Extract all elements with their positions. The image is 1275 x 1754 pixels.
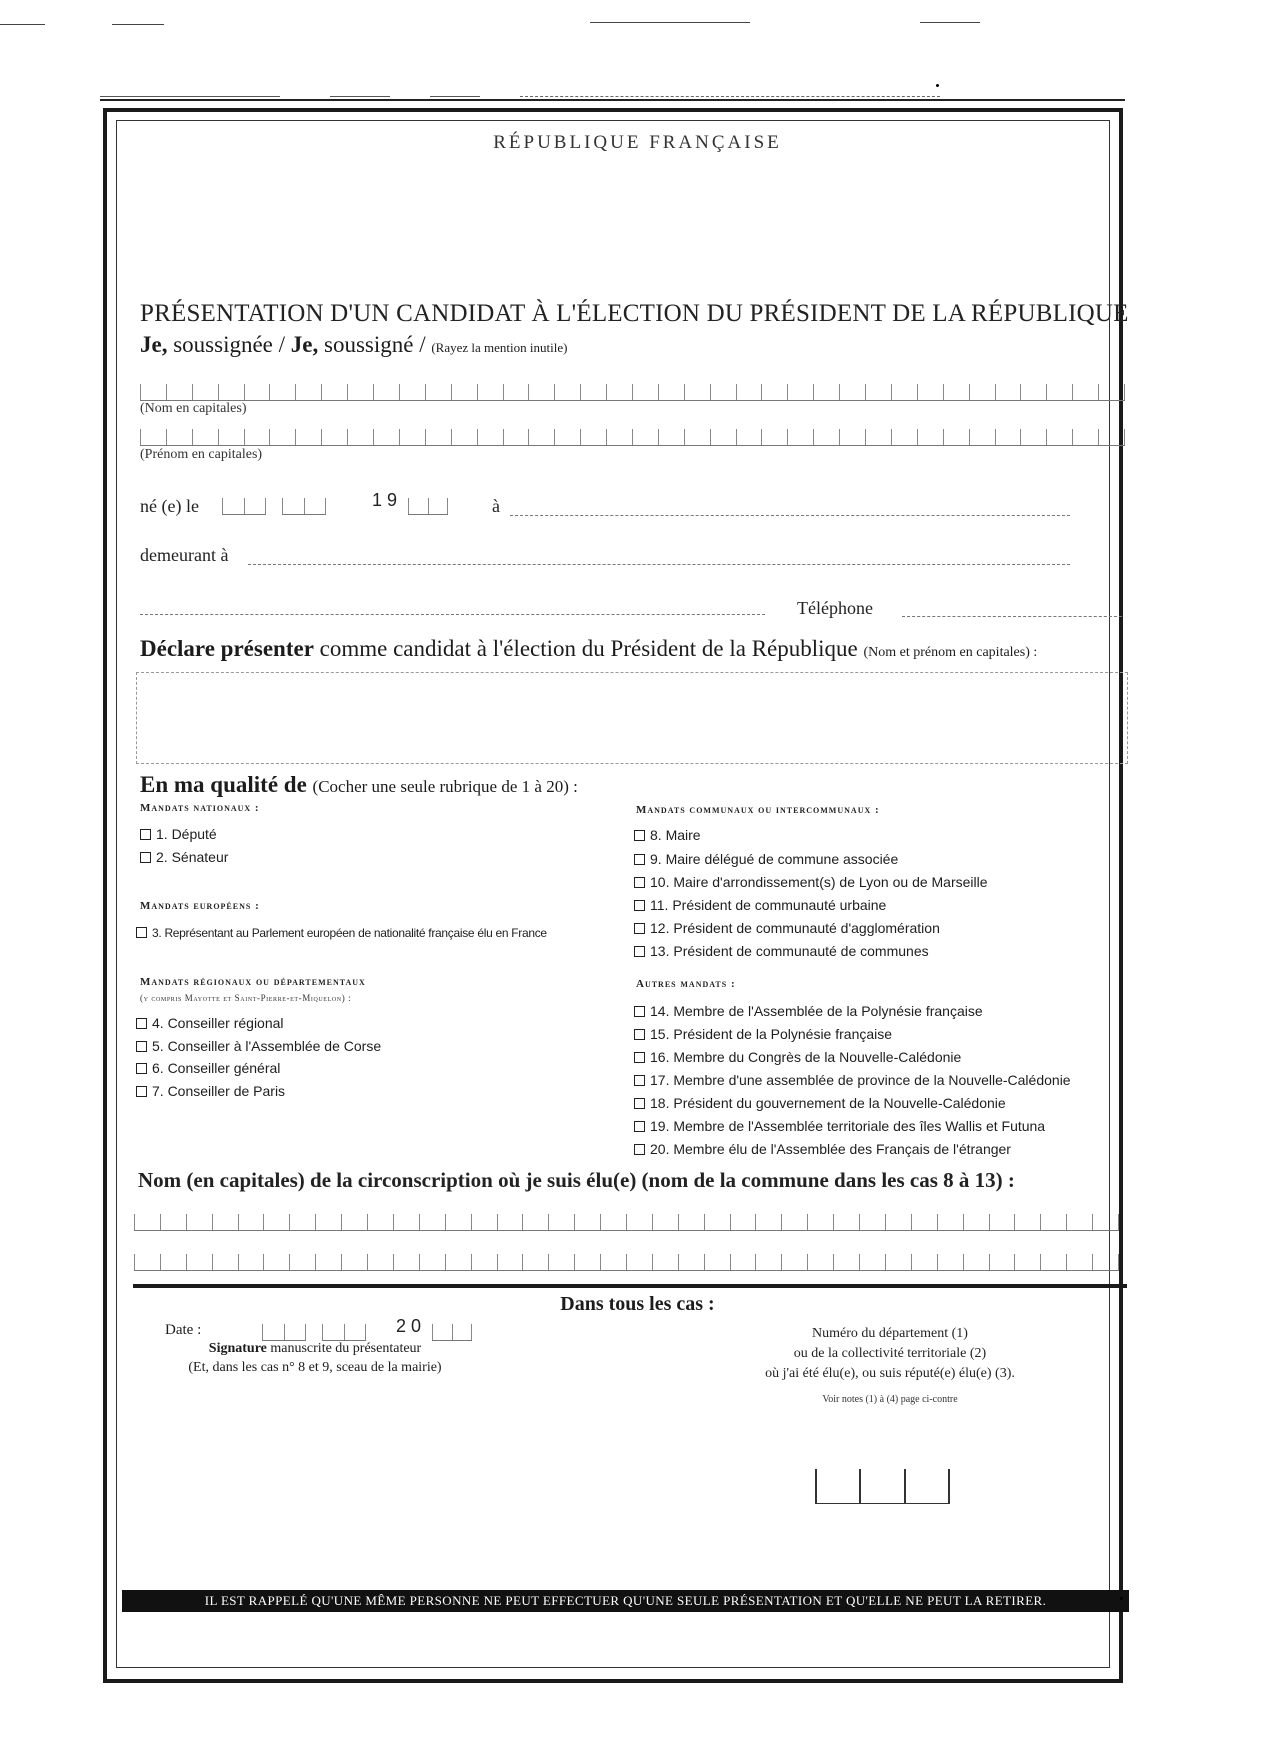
box-tick bbox=[325, 498, 326, 514]
box-tick bbox=[160, 1254, 161, 1270]
demeurant-label: demeurant à bbox=[140, 545, 229, 565]
box-tick bbox=[315, 1254, 316, 1270]
box-tick bbox=[710, 384, 711, 400]
box-tick bbox=[1020, 429, 1021, 445]
checkbox[interactable] bbox=[140, 852, 151, 863]
box-tick bbox=[755, 1254, 756, 1270]
section-communaux: Mandats communaux ou intercommunaux : bbox=[636, 804, 880, 816]
mandat-1[interactable]: 1. Député bbox=[140, 826, 217, 842]
mandat-14[interactable]: 14. Membre de l'Assemblée de la Polynésie française bbox=[634, 1003, 983, 1019]
date-year-prefix: 2 0 bbox=[396, 1316, 422, 1336]
box-tick bbox=[807, 1254, 808, 1270]
box-tick bbox=[284, 1324, 285, 1340]
ne-le-label: né (e) le bbox=[140, 496, 199, 516]
box-tick bbox=[781, 1254, 782, 1270]
box-tick bbox=[160, 1214, 161, 1230]
box-tick bbox=[658, 429, 659, 445]
box-tick bbox=[419, 1254, 420, 1270]
je-feminine: Je, bbox=[140, 332, 168, 357]
box-tick bbox=[1072, 429, 1073, 445]
checkbox[interactable] bbox=[136, 1041, 147, 1052]
box-tick bbox=[580, 384, 581, 400]
je-masculine: Je, bbox=[290, 332, 319, 357]
box-tick bbox=[989, 1214, 990, 1230]
box-tick bbox=[937, 1214, 938, 1230]
box-tick bbox=[891, 429, 892, 445]
box-tick bbox=[212, 1214, 213, 1230]
mandat-2[interactable]: 2. Sénateur bbox=[140, 849, 228, 865]
box-tick bbox=[730, 1254, 731, 1270]
scan-artifact bbox=[590, 22, 750, 23]
box-tick bbox=[471, 1254, 472, 1270]
box-tick bbox=[289, 1214, 290, 1230]
box-tick bbox=[554, 429, 555, 445]
box-tick bbox=[833, 1254, 834, 1270]
box-tick bbox=[503, 429, 504, 445]
box-tick bbox=[652, 1214, 653, 1230]
box-tick bbox=[736, 429, 737, 445]
box-tick bbox=[600, 1254, 601, 1270]
box-tick bbox=[244, 498, 245, 514]
a-label: à bbox=[492, 496, 500, 516]
box-tick bbox=[684, 384, 685, 400]
box-tick bbox=[704, 1254, 705, 1270]
box-tick bbox=[238, 1254, 239, 1270]
signature-line-2: (Et, dans les cas n° 8 et 9, sceau de la mairie) bbox=[188, 1360, 442, 1375]
date-day-boxes[interactable] bbox=[262, 1318, 306, 1341]
checkbox[interactable] bbox=[634, 923, 645, 934]
birth-month-boxes[interactable] bbox=[282, 492, 326, 515]
telephone-label: Téléphone bbox=[797, 598, 873, 618]
checkbox[interactable] bbox=[634, 1121, 645, 1132]
box-tick bbox=[943, 384, 944, 400]
address-field-1[interactable] bbox=[248, 563, 1070, 565]
box-tick bbox=[477, 429, 478, 445]
box-tick bbox=[447, 498, 448, 514]
mandat-3[interactable]: 3. Représentant au Parlement européen de nationalité française élu en France bbox=[136, 926, 547, 940]
box-tick bbox=[813, 429, 814, 445]
address-field-2[interactable] bbox=[140, 613, 765, 615]
box-tick bbox=[445, 1214, 446, 1230]
box-tick bbox=[365, 1324, 366, 1340]
scan-speck bbox=[1120, 1597, 1123, 1600]
box-tick bbox=[839, 384, 840, 400]
box-tick bbox=[885, 1254, 886, 1270]
mandat-16[interactable]: 16. Membre du Congrès de la Nouvelle-Calédonie bbox=[634, 1049, 961, 1065]
date-year-boxes[interactable] bbox=[432, 1318, 472, 1341]
box-tick bbox=[186, 1254, 187, 1270]
box-tick bbox=[1066, 1214, 1067, 1230]
box-tick bbox=[865, 384, 866, 400]
checkbox[interactable] bbox=[634, 854, 645, 865]
box-tick bbox=[1040, 1214, 1041, 1230]
mandat-18[interactable]: 18. Président du gouvernement de la Nouvelle-Calédonie bbox=[634, 1095, 1006, 1111]
voir-notes: Voir notes (1) à (4) page ci-contre bbox=[822, 1394, 958, 1405]
box-tick bbox=[684, 429, 685, 445]
box-tick bbox=[425, 384, 426, 400]
box-tick bbox=[344, 1324, 345, 1340]
box-tick bbox=[192, 384, 193, 400]
box-tick bbox=[497, 1254, 498, 1270]
box-tick bbox=[948, 1469, 950, 1503]
soussignee-text: soussignée / bbox=[173, 332, 286, 357]
box-tick bbox=[891, 384, 892, 400]
box-tick bbox=[937, 1254, 938, 1270]
scan-artifact bbox=[330, 96, 390, 97]
box-tick bbox=[218, 384, 219, 400]
box-tick bbox=[1046, 429, 1047, 445]
box-tick bbox=[1118, 1254, 1119, 1270]
box-tick bbox=[1098, 384, 1099, 400]
box-tick bbox=[432, 1324, 433, 1340]
box-tick bbox=[212, 1254, 213, 1270]
box-tick bbox=[295, 429, 296, 445]
box-tick bbox=[839, 429, 840, 445]
declare-line bbox=[140, 636, 1037, 662]
box-tick bbox=[192, 429, 193, 445]
section-divider bbox=[133, 1284, 1127, 1288]
box-tick bbox=[678, 1254, 679, 1270]
departement-line-1: Numéro du département (1) bbox=[812, 1326, 968, 1341]
mandat-12[interactable]: 12. Président de communauté d'agglomération bbox=[634, 920, 940, 936]
box-tick bbox=[548, 1214, 549, 1230]
box-tick bbox=[859, 1214, 860, 1230]
box-tick bbox=[580, 429, 581, 445]
departement-number-boxes[interactable] bbox=[815, 1453, 950, 1504]
box-tick bbox=[367, 1254, 368, 1270]
box-tick bbox=[341, 1254, 342, 1270]
scan-artifact bbox=[430, 96, 480, 97]
mandat-10[interactable]: 10. Maire d'arrondissement(s) de Lyon ou de Marseille bbox=[634, 874, 988, 890]
mandat-20[interactable]: 20. Membre élu de l'Assemblée des Français de l'étranger bbox=[634, 1141, 1011, 1157]
mandat-11[interactable]: 11. Président de communauté urbaine bbox=[634, 897, 886, 913]
box-tick bbox=[1046, 384, 1047, 400]
box-tick bbox=[632, 429, 633, 445]
checkbox[interactable] bbox=[136, 927, 147, 938]
checkbox[interactable] bbox=[634, 830, 645, 841]
box-tick bbox=[428, 498, 429, 514]
box-tick bbox=[1098, 429, 1099, 445]
box-tick bbox=[451, 429, 452, 445]
birth-day-boxes[interactable] bbox=[222, 492, 266, 515]
republique-header: RÉPUBLIQUE FRANÇAISE bbox=[493, 132, 782, 153]
box-tick bbox=[347, 429, 348, 445]
scan-artifact bbox=[520, 96, 940, 98]
section-regionaux: Mandats régionaux ou départementaux bbox=[140, 976, 366, 988]
box-tick bbox=[140, 429, 141, 445]
prenom-label: (Prénom en capitales) bbox=[140, 447, 263, 462]
box-tick bbox=[781, 1214, 782, 1230]
box-tick bbox=[859, 1254, 860, 1270]
mandat-19[interactable]: 19. Membre de l'Assemblée territoriale des îles Wallis et Futuna bbox=[634, 1118, 1045, 1134]
box-tick bbox=[1014, 1214, 1015, 1230]
section-nationaux: Mandats nationaux : bbox=[140, 802, 260, 814]
date-month-boxes[interactable] bbox=[322, 1318, 366, 1341]
box-tick bbox=[134, 1254, 135, 1270]
checkbox[interactable] bbox=[634, 1052, 645, 1063]
box-tick bbox=[710, 429, 711, 445]
box-tick bbox=[969, 429, 970, 445]
box-tick bbox=[399, 429, 400, 445]
box-tick bbox=[452, 1324, 453, 1340]
box-tick bbox=[425, 429, 426, 445]
mandat-13[interactable]: 13. Président de communauté de communes bbox=[634, 943, 929, 959]
checkbox[interactable] bbox=[634, 1144, 645, 1155]
mandat-9[interactable]: 9. Maire délégué de commune associée bbox=[634, 851, 898, 867]
box-tick bbox=[554, 384, 555, 400]
box-tick bbox=[606, 429, 607, 445]
box-tick bbox=[263, 1254, 264, 1270]
box-tick bbox=[265, 498, 266, 514]
rayez-instruction: (Rayez la mention inutile) bbox=[431, 340, 568, 355]
box-tick bbox=[761, 384, 762, 400]
scan-artifact bbox=[920, 22, 980, 23]
dans-tous-les-cas: Dans tous les cas : bbox=[560, 1293, 715, 1315]
mandat-17[interactable]: 17. Membre d'une assemblée de province de la Nouvelle-Calédonie bbox=[634, 1072, 1071, 1088]
scan-artifact bbox=[112, 24, 164, 25]
declare-rest: comme candidat à l'élection du Président de la République bbox=[319, 636, 858, 661]
box-tick bbox=[244, 384, 245, 400]
box-tick bbox=[347, 384, 348, 400]
scan-speck bbox=[936, 84, 939, 87]
box-tick bbox=[736, 384, 737, 400]
birthplace-field[interactable] bbox=[510, 514, 1070, 516]
signature-bold: Signature bbox=[208, 1341, 267, 1356]
mandat-4[interactable]: 4. Conseiller régional bbox=[136, 1015, 284, 1031]
box-tick bbox=[399, 384, 400, 400]
box-tick bbox=[606, 384, 607, 400]
box-tick bbox=[528, 384, 529, 400]
box-tick bbox=[995, 429, 996, 445]
box-tick bbox=[859, 1469, 861, 1503]
birth-year-prefix: 1 9 bbox=[372, 490, 398, 510]
box-tick bbox=[917, 384, 918, 400]
box-tick bbox=[1014, 1254, 1015, 1270]
form-title: PRÉSENTATION D'UN CANDIDAT À L'ÉLECTION DU PRÉSIDENT DE LA RÉPUBLIQUE bbox=[140, 300, 1129, 327]
box-tick bbox=[522, 1214, 523, 1230]
box-tick bbox=[373, 384, 374, 400]
box-tick bbox=[963, 1214, 964, 1230]
top-rule bbox=[100, 99, 1125, 101]
box-tick bbox=[373, 429, 374, 445]
box-tick bbox=[262, 1324, 263, 1340]
box-tick bbox=[885, 1214, 886, 1230]
box-tick bbox=[341, 1214, 342, 1230]
declare-note: (Nom et prénom en capitales) : bbox=[863, 645, 1038, 660]
box-tick bbox=[1124, 429, 1125, 445]
nom-capitales-boxes[interactable] bbox=[140, 378, 1125, 401]
box-tick bbox=[704, 1214, 705, 1230]
box-tick bbox=[321, 429, 322, 445]
box-tick bbox=[186, 1214, 187, 1230]
departement-line-3: où j'ai été élu(e), ou suis réputé(e) élu(e) (3). bbox=[765, 1366, 1015, 1381]
checkbox[interactable] bbox=[634, 877, 645, 888]
birth-year-boxes[interactable] bbox=[408, 492, 448, 515]
box-tick bbox=[393, 1254, 394, 1270]
box-tick bbox=[134, 1214, 135, 1230]
checkbox[interactable] bbox=[634, 1098, 645, 1109]
box-tick bbox=[471, 1324, 472, 1340]
box-tick bbox=[833, 1214, 834, 1230]
section-regionaux-note: (y compris Mayotte et Saint-Pierre-et-Miquelon) : bbox=[140, 993, 352, 1003]
box-tick bbox=[1092, 1254, 1093, 1270]
circonscription-boxes-1[interactable] bbox=[134, 1208, 1119, 1231]
box-tick bbox=[367, 1214, 368, 1230]
circonscription-boxes-2[interactable] bbox=[134, 1248, 1119, 1271]
box-tick bbox=[295, 384, 296, 400]
signature-text: manuscrite du présentateur bbox=[270, 1341, 422, 1356]
box-tick bbox=[393, 1214, 394, 1230]
box-tick bbox=[166, 384, 167, 400]
box-tick bbox=[1118, 1214, 1119, 1230]
mandat-15[interactable]: 15. Président de la Polynésie française bbox=[634, 1026, 892, 1042]
box-tick bbox=[304, 498, 305, 514]
box-tick bbox=[807, 1214, 808, 1230]
telephone-field[interactable] bbox=[902, 615, 1122, 617]
box-tick bbox=[528, 429, 529, 445]
box-tick bbox=[282, 498, 283, 514]
checkbox[interactable] bbox=[634, 900, 645, 911]
box-tick bbox=[451, 384, 452, 400]
qualite-bold: En ma qualité de bbox=[140, 772, 307, 797]
section-europeens: Mandats européens : bbox=[140, 900, 260, 912]
box-tick bbox=[522, 1254, 523, 1270]
box-tick bbox=[289, 1254, 290, 1270]
checkbox[interactable] bbox=[634, 1029, 645, 1040]
qualite-line bbox=[140, 772, 578, 798]
box-tick bbox=[632, 384, 633, 400]
checkbox[interactable] bbox=[136, 1086, 147, 1097]
box-tick bbox=[269, 384, 270, 400]
box-tick bbox=[238, 1214, 239, 1230]
departement-line-2: ou de la collectivité territoriale (2) bbox=[793, 1346, 987, 1361]
date-label: Date : bbox=[165, 1322, 202, 1338]
signature-line-1 bbox=[0, 1341, 630, 1357]
prenom-capitales-boxes[interactable] bbox=[140, 423, 1125, 446]
box-tick bbox=[218, 429, 219, 445]
box-tick bbox=[600, 1214, 601, 1230]
box-tick bbox=[626, 1254, 627, 1270]
box-tick bbox=[305, 1324, 306, 1340]
box-tick bbox=[995, 384, 996, 400]
box-tick bbox=[943, 429, 944, 445]
box-tick bbox=[1020, 384, 1021, 400]
box-tick bbox=[911, 1214, 912, 1230]
section-autres: Autres mandats : bbox=[636, 978, 736, 990]
box-tick bbox=[813, 384, 814, 400]
footer-notice: IL EST RAPPELÉ QU'UNE MÊME PERSONNE NE PEUT EFFECTUER QU'UNE SEULE PRÉSENTATION ET QU'ELLE NE PEUT LA RETIRER. bbox=[122, 1590, 1129, 1612]
box-tick bbox=[166, 429, 167, 445]
box-tick bbox=[678, 1214, 679, 1230]
box-tick bbox=[574, 1254, 575, 1270]
box-tick bbox=[140, 384, 141, 400]
box-tick bbox=[244, 429, 245, 445]
box-tick bbox=[497, 1214, 498, 1230]
mandat-5[interactable]: 5. Conseiller à l'Assemblée de Corse bbox=[136, 1038, 381, 1054]
checkbox[interactable] bbox=[634, 1006, 645, 1017]
box-tick bbox=[269, 429, 270, 445]
nom-label: (Nom en capitales) bbox=[140, 401, 247, 416]
scan-artifact bbox=[100, 96, 280, 97]
soussigne-text: soussigné / bbox=[324, 332, 426, 357]
checkbox[interactable] bbox=[140, 829, 151, 840]
checkbox[interactable] bbox=[634, 946, 645, 957]
box-tick bbox=[787, 384, 788, 400]
box-tick bbox=[419, 1214, 420, 1230]
checkbox[interactable] bbox=[136, 1063, 147, 1074]
box-tick bbox=[1040, 1254, 1041, 1270]
box-tick bbox=[321, 384, 322, 400]
box-tick bbox=[574, 1214, 575, 1230]
mandat-8[interactable]: 8. Maire bbox=[634, 827, 701, 843]
box-tick bbox=[963, 1254, 964, 1270]
box-tick bbox=[503, 384, 504, 400]
box-tick bbox=[263, 1214, 264, 1230]
box-tick bbox=[761, 429, 762, 445]
mandat-7[interactable]: 7. Conseiller de Paris bbox=[136, 1083, 285, 1099]
box-tick bbox=[1066, 1254, 1067, 1270]
box-tick bbox=[787, 429, 788, 445]
box-tick bbox=[471, 1214, 472, 1230]
box-tick bbox=[315, 1214, 316, 1230]
box-tick bbox=[1124, 384, 1125, 400]
box-tick bbox=[477, 384, 478, 400]
box-tick bbox=[1092, 1214, 1093, 1230]
box-tick bbox=[445, 1254, 446, 1270]
qualite-note: (Cocher une seule rubrique de 1 à 20) : bbox=[312, 777, 578, 796]
checkbox[interactable] bbox=[634, 1075, 645, 1086]
box-tick bbox=[865, 429, 866, 445]
box-tick bbox=[658, 384, 659, 400]
circonscription-label: Nom (en capitales) de la circonscription où je suis élu(e) (nom de la commune dans les cas 8 à 13) : bbox=[138, 1168, 1015, 1192]
box-tick bbox=[730, 1214, 731, 1230]
box-tick bbox=[917, 429, 918, 445]
box-tick bbox=[626, 1214, 627, 1230]
box-tick bbox=[548, 1254, 549, 1270]
box-tick bbox=[969, 384, 970, 400]
box-tick bbox=[815, 1469, 817, 1503]
box-tick bbox=[222, 498, 223, 514]
candidate-name-box[interactable] bbox=[136, 672, 1128, 764]
mandat-6[interactable]: 6. Conseiller général bbox=[136, 1060, 280, 1076]
box-tick bbox=[755, 1214, 756, 1230]
scan-artifact bbox=[0, 24, 45, 25]
box-tick bbox=[911, 1254, 912, 1270]
checkbox[interactable] bbox=[136, 1018, 147, 1029]
soussigne-line bbox=[140, 332, 567, 358]
box-tick bbox=[904, 1469, 906, 1503]
box-tick bbox=[408, 498, 409, 514]
box-tick bbox=[1072, 384, 1073, 400]
box-tick bbox=[322, 1324, 323, 1340]
box-tick bbox=[989, 1254, 990, 1270]
box-tick bbox=[652, 1254, 653, 1270]
declare-presenter: Déclare présenter bbox=[140, 636, 314, 661]
